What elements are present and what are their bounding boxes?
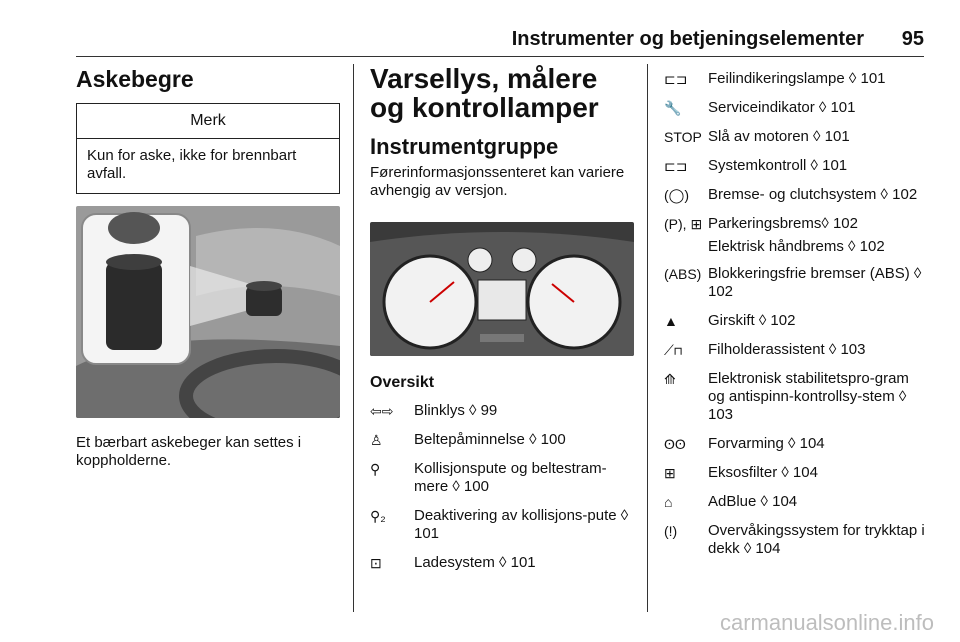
column-divider <box>647 64 648 612</box>
section-heading: Varsellys, målere og kontrollamper <box>370 63 599 123</box>
column-3 <box>664 64 928 569</box>
column-1 <box>76 64 340 470</box>
list-item: ⊏⊐ Feilindikeringslampe ◊ 101 <box>664 70 886 87</box>
list-item: ⊏⊐ Systemkontroll ◊ 101 <box>664 157 848 174</box>
airbag-icon: ⚲ <box>370 461 381 477</box>
stability-icon: ⟰ <box>664 371 676 387</box>
wrench-icon: 🔧 <box>664 100 682 116</box>
list-item: ⚲₂ Deaktivering av kollisjons-pute ◊ 101 <box>370 507 629 542</box>
seatbelt-icon: ♙ <box>370 432 383 448</box>
list-item: (◯) Bremse- og clutchsystem ◊ 102 <box>664 186 918 203</box>
ashtray-photo <box>76 206 340 418</box>
list-item: ⊡ Ladesystem ◊ 101 <box>370 554 536 571</box>
list-item: ⊞ Eksosfilter ◊ 104 <box>664 464 818 481</box>
abs-icon: (ABS) <box>664 266 702 282</box>
adblue-icon: ⌂ <box>664 494 673 510</box>
note-box <box>76 103 340 194</box>
list-item: ⟰ Elektronisk stabilitetspro-gram og antispinn-kontrollsy-stem ◊ 103 <box>664 370 909 423</box>
exhaust-filter-icon: ⊞ <box>664 465 676 481</box>
stop-icon: STOP <box>664 129 702 145</box>
list-item: ⚲ Kollisjonspute og beltestram-mere ◊ 100 <box>370 460 607 495</box>
column-2 <box>370 64 634 583</box>
footer-watermark: carmanualsonline.info <box>719 610 934 635</box>
list-item: 🔧 Serviceindikator ◊ 101 <box>664 99 856 116</box>
page-number: 95 <box>901 28 924 50</box>
list-item: (ABS) Blokkeringsfrie bremser (ABS) ◊ 102 <box>664 265 922 300</box>
overview-title: Oversikt <box>370 374 435 391</box>
engine-icon: ⊏⊐ <box>664 71 688 87</box>
parking-sub-text: Elektrisk håndbrems ◊ 102 <box>708 238 885 255</box>
airbag-off-icon: ⚲₂ <box>370 508 386 524</box>
list-item: STOP Slå av motoren ◊ 101 <box>664 128 850 145</box>
header-title: Instrumenter og betjeningselementer <box>511 28 864 50</box>
caption: Et bærbart askebeger kan settes i koppholderne. <box>76 434 302 469</box>
list-item: ▲ Girskift ◊ 102 <box>664 312 796 329</box>
turn-signal-icon: ⇦⇨ <box>370 403 394 419</box>
battery-icon: ⊡ <box>370 555 382 571</box>
list-item: (!) Overvåkingssystem for trykktap i dekk ◊ 104 <box>664 522 925 557</box>
list-item: ⇦⇨ Blinklys ◊ 99 <box>370 402 498 419</box>
section-heading: Askebegre <box>76 66 194 92</box>
brake-icon: (◯) <box>664 187 689 203</box>
list-item: (P), ⊞ Parkeringsbrems◊ 102 <box>664 215 858 232</box>
page-header <box>76 26 924 57</box>
tire-pressure-icon: (!) <box>664 523 678 539</box>
instrument-cluster-photo <box>370 222 634 356</box>
lane-assist-icon: ⟋⊓ <box>664 342 683 358</box>
gear-shift-icon: ▲ <box>664 313 678 329</box>
intro-text: Førerinformasjonssenteret kan variere avhengig av versjon. <box>370 164 625 199</box>
parking-brake-icon: (P), ⊞ <box>664 216 703 232</box>
list-item: ⟋⊓ Filholderassistent ◊ 103 <box>664 341 866 358</box>
list-item: ʘʘ Forvarming ◊ 104 <box>664 435 825 452</box>
subheading: Instrumentgruppe <box>370 134 559 159</box>
list-item: ⌂ AdBlue ◊ 104 <box>664 493 798 510</box>
note-title: Merk <box>77 104 339 139</box>
indicator-list <box>370 402 634 572</box>
note-text: Kun for aske, ikke for brennbart avfall. <box>87 147 297 182</box>
system-check-icon: ⊏⊐ <box>664 158 688 174</box>
list-item: ♙ Beltepåminnelse ◊ 100 <box>370 431 566 448</box>
glow-plug-icon: ʘʘ <box>664 436 686 452</box>
column-divider <box>353 64 354 612</box>
